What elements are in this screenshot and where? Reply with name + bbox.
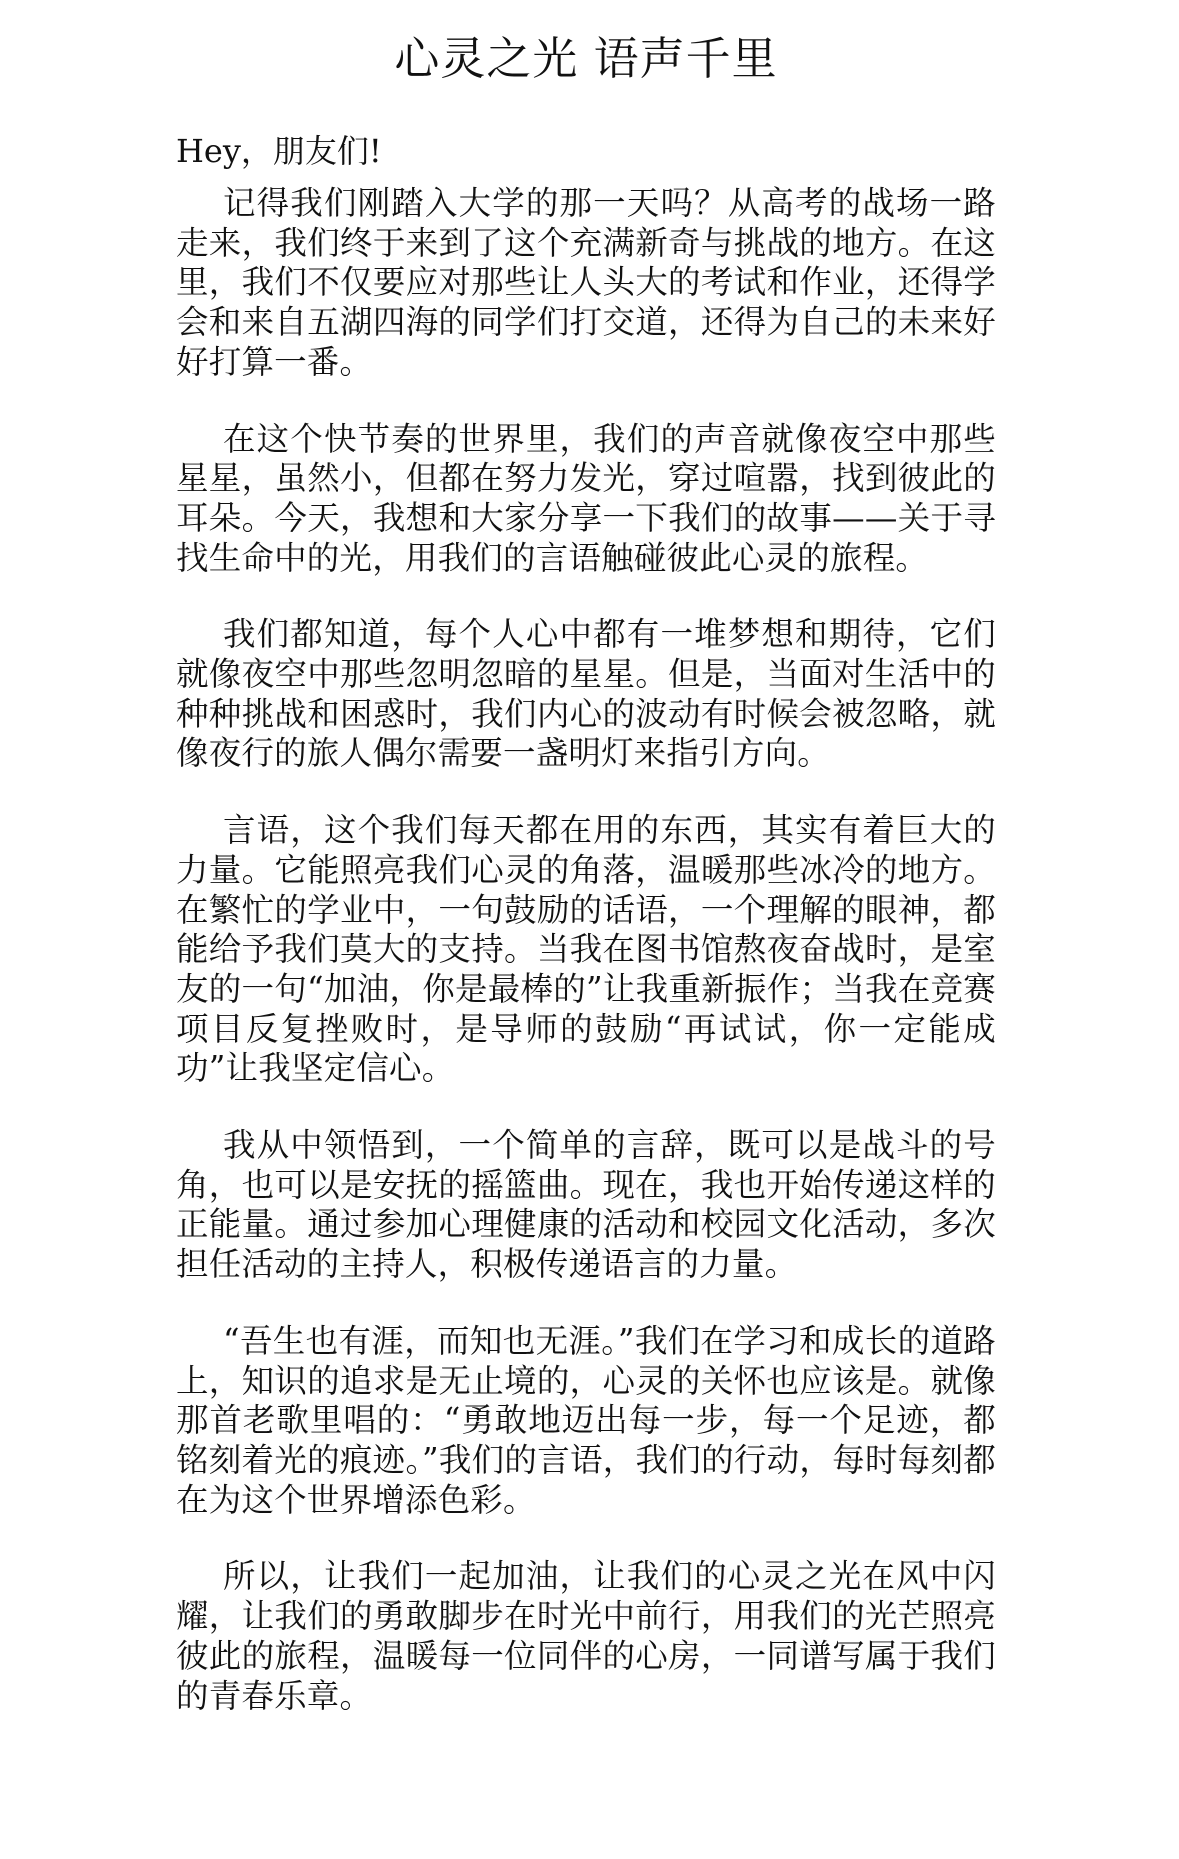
paragraph-5: 我从中领悟到，一个简单的言辞，既可以是战斗的号角，也可以是安抚的摇篮曲。现在，我也开始传递这样的正能量。通过参加心理健康的活动和校园文化活动，多次担任活动的主持人，积极传递语言的力量。 xyxy=(176,1126,996,1284)
paragraph-3: 我们都知道，每个人心中都有一堆梦想和期待，它们就像夜空中那些忽明忽暗的星星。但是，当面对生活中的种种挑战和困惑时，我们内心的波动有时候会被忽略，就像夜行的旅人偶尔需要一盏明灯来指引方向。 xyxy=(176,615,996,773)
paragraph-7: 所以，让我们一起加油，让我们的心灵之光在风中闪耀，让我们的勇敢脚步在时光中前行，用我们的光芒照亮彼此的旅程，温暖每一位同伴的心房，一同谱写属于我们的青春乐章。 xyxy=(176,1557,996,1715)
document-page xyxy=(176,30,996,1716)
greeting-line: Hey，朋友们! xyxy=(176,132,382,170)
document-title: 心灵之光 语声千里 xyxy=(394,32,778,85)
paragraph-6: “吾生也有涯，而知也无涯。”我们在学习和成长的道路上，知识的追求是无止境的，心灵的关怀也应该是。就像那首老歌里唱的：“勇敢地迈出每一步，每一个足迹，都铭刻着光的痕迹。”我们的言语，我们的行动，每时每刻都在为这个世界增添色彩。 xyxy=(176,1321,996,1519)
paragraph-2: 在这个快节奏的世界里，我们的声音就像夜空中那些星星，虽然小，但都在努力发光，穿过喧嚣，找到彼此的耳朵。今天，我想和大家分享一下我们的故事——关于寻找生命中的光，用我们的言语触碰彼此心灵的旅程。 xyxy=(176,419,996,577)
paragraph-4: 言语，这个我们每天都在用的东西，其实有着巨大的力量。它能照亮我们心灵的角落，温暖那些冰冷的地方。在繁忙的学业中，一句鼓励的话语，一个理解的眼神，都能给予我们莫大的支持。当我在图书馆熬夜奋战时，是室友的一句“加油，你是最棒的”让我重新振作；当我在竞赛项目反复挫败时，是导师的鼓励“再试试，你一定能成功”让我坚定信心。 xyxy=(176,811,996,1088)
paragraph-1: 记得我们刚踏入大学的那一天吗？从高考的战场一路走来，我们终于来到了这个充满新奇与挑战的地方。在这里，我们不仅要应对那些让人头大的考试和作业，还得学会和来自五湖四海的同学们打交道，还得为自己的未来好好打算一番。 xyxy=(176,184,996,381)
